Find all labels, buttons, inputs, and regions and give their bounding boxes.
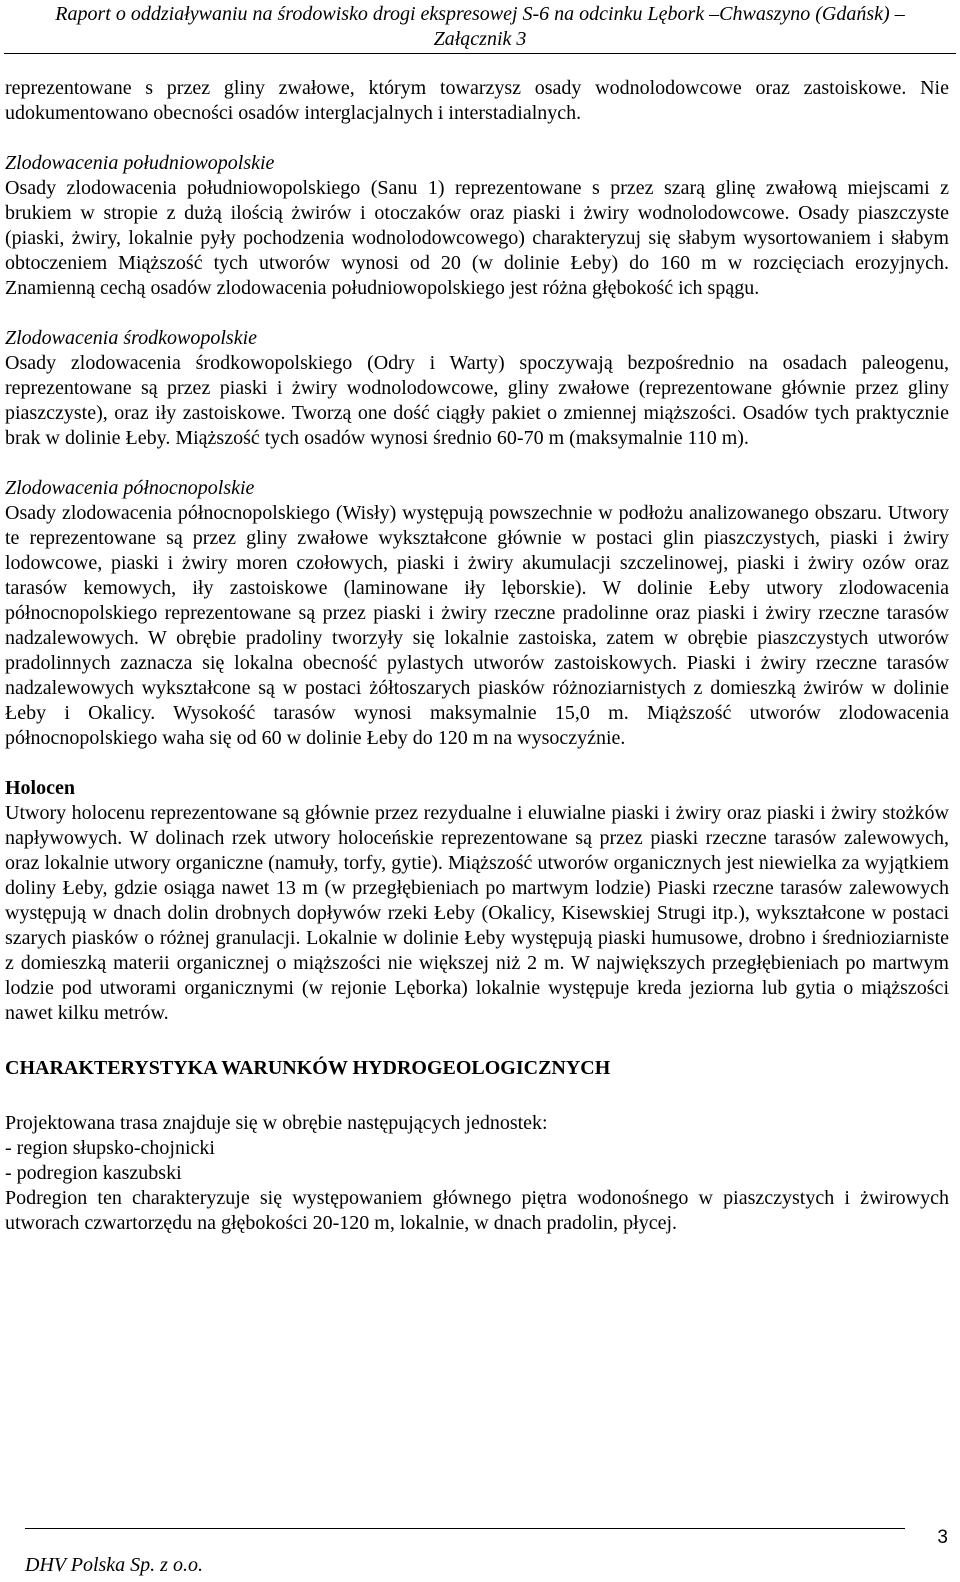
page-content — [5, 76, 949, 1236]
section-text-central-polish: Osady zlodowacenia środkowopolskiego (Odry i Warty) spoczywają bezpośrednio na osadach paleogenu, reprezentowane są przez piaski i żwiry wodnolodowcowe, gliny zwałowe (reprezentowane głównie przez gliny piaszczyste), oraz iły zastoiskowe. Tworzą one dość ciągły pakiet o zmiennej miąższości. Osadów tych praktycznie brak w dolinie Łeby. Miąższość tych osadów wynosi średnio 60-70 m (maksymalnie 110 m). — [5, 352, 949, 449]
spacer — [5, 1026, 949, 1056]
section-heading-south-polish: Zlodowacenia południowopolskie — [5, 152, 275, 174]
section-heading-central-polish: Zlodowacenia środkowopolskie — [5, 327, 258, 349]
spacer — [5, 751, 949, 776]
main-heading-hydrogeology: CHARAKTERYSTYKA WARUNKÓW HYDROGEOLOGICZNYCH — [5, 1057, 611, 1079]
section-heading-holocene: Holocen — [5, 777, 75, 799]
header-divider — [4, 53, 956, 54]
header-subtitle: Załącznik 3 — [433, 28, 527, 50]
page-number: 3 — [937, 1527, 948, 1548]
hydro-text: Podregion ten charakteryzuje się występowaniem głównego piętra wodonośnego w piaszczystych i żwirowych utworach czwartorzędu na głębokości 20-120 m, lokalnie, w dnach pradolin, płycej. — [5, 1187, 949, 1234]
page-header — [0, 2, 960, 52]
spacer — [5, 451, 949, 476]
hydro-intro: Projektowana trasa znajduje się w obrębie następujących jednostek: — [5, 1112, 548, 1134]
section-heading-north-polish: Zlodowacenia północnopolskie — [5, 477, 255, 499]
footer-divider — [25, 1528, 905, 1529]
spacer — [5, 1081, 949, 1111]
spacer — [5, 126, 949, 151]
intro-paragraph: reprezentowane s przez gliny zwałowe, którym towarzysz osady wodnolodowcowe oraz zastoiskowe. Nie udokumentowano obecności osadów interglacjalnych i interstadialnych. — [5, 77, 949, 124]
section-text-north-polish: Osady zlodowacenia północnopolskiego (Wisły) występują powszechnie w podłożu analizowanego obszaru. Utwory te reprezentowane są przez gliny zwałowe wykształcone głównie w postaci glin piaszczystych, piaski i żwiry lodowcowe, piaski i żwiry moren czołowych, piaski i żwiry akumulacji szczelinowej, piaski i żwiry ozów oraz tarasów kemowych, iły zastoiskowe (laminowane iły lęborskie). W dolinie Łeby utwory zlodowacenia północnopolskiego reprezentowane są przez piaski i żwiry rzeczne pradolinne oraz piaski i żwiry rzeczne tarasów nadzalewowych. W obrębie pradoliny tworzyły się lokalnie zastoiska, zatem w obrębie piaszczystych utworów pradolinnych zaznacza się lokalna obecność pylastych utworów zastoiskowych. Piaski i żwiry rzeczne tarasów nadzalewowych wykształcone są w postaci żółtoszarych piasków różnoziarnistych z domieszką żwirów w dolinie Łeby i Okalicy. Wysokość tarasów wynosi maksymalnie 15,0 m. Miąższość utworów zlodowacenia północnopolskiego waha się od 60 w dolinie Łeby do 120 m na wysoczyźnie. — [5, 502, 949, 749]
footer-company: DHV Polska Sp. z o.o. — [25, 1554, 203, 1576]
hydro-list-item: - podregion kaszubski — [5, 1162, 182, 1184]
section-text-south-polish: Osady zlodowacenia południowopolskiego (Sanu 1) reprezentowane s przez szarą glinę zwałową miejscami z brukiem w stropie z dużą ilością żwirów i otoczaków oraz piaski i żwiry wodnolodowcowe. Osady piaszczyste (piaski, żwiry, lokalnie pyły pochodzenia wodnolodowcowego) charakteryzuj się słabym wysortowaniem i słabym obtoczeniem Miąższość tych utworów wynosi od 20 (w dolinie Łeby) do 160 m w rozcięciach erozyjnych. Znamienną cechą osadów zlodowacenia południowopolskiego jest różna głębokość ich spągu. — [5, 177, 949, 299]
hydro-list-item: - region słupsko-chojnicki — [5, 1137, 215, 1159]
header-title: Raport o oddziaływaniu na środowisko drogi ekspresowej S-6 na odcinku Lębork –Chwaszyno (Gdańsk) – — [55, 3, 905, 25]
spacer — [5, 301, 949, 326]
section-text-holocene: Utwory holocenu reprezentowane są głównie przez rezydualne i eluwialne piaski i żwiry oraz piaski i żwiry stożków napływowych. W dolinach rzek utwory holoceńskie reprezentowane są przez piaski rzeczne tarasów zalewowych, oraz lokalnie utwory organiczne (namuły, torfy, gytie). Miąższość utworów organicznych jest niewielka za wyjątkiem doliny Łeby, gdzie osiąga nawet 13 m (w przegłębieniach po martwym lodzie) Piaski rzeczne tarasów zalewowych występują w dnach dolin drobnych dopływów rzeki Łeby (Okalicy, Kisewskiej Strugi itp.), wykształcone w postaci szarych piasków o różnej granulacji. Lokalnie w dolinie Łeby występują piaski humusowe, drobno i średnioziarniste z domieszką materii organicznej o miąższości nie większej niż 2 m. W największych przegłębieniach po martwym lodzie pod utworami organicznymi (w rejonie Lęborka) lokalnie występuje kreda jeziorna lub gytia o miąższości nawet kilku metrów. — [5, 802, 949, 1024]
